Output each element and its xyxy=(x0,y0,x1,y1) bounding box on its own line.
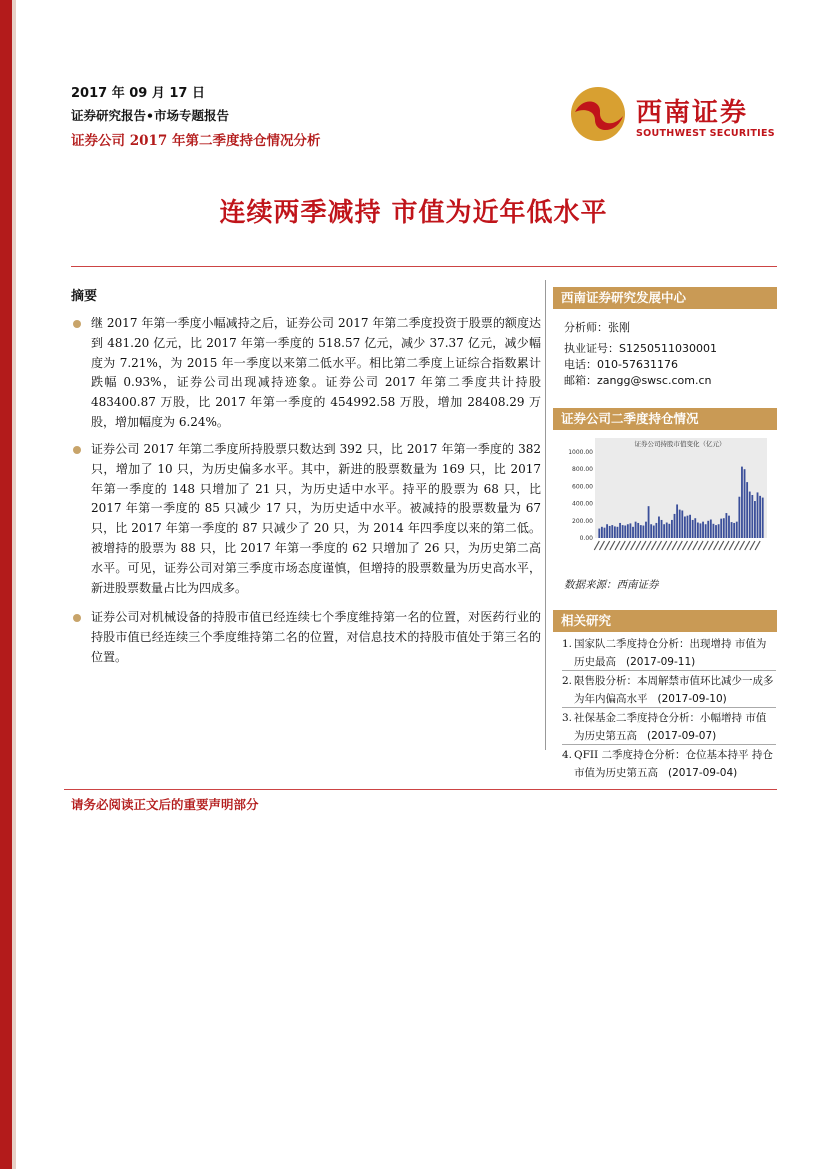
footer-disclaimer: 请务必阅读正文后的重要声明部分 xyxy=(71,797,259,812)
chart-bar xyxy=(622,525,624,538)
x-tick-label xyxy=(677,541,682,550)
chart-bar xyxy=(751,495,753,538)
license-label: 执业证号： xyxy=(564,342,619,355)
logo-text-en: SOUTHWEST SECURITIES xyxy=(636,128,775,139)
x-tick-label xyxy=(682,541,687,550)
chart-bar xyxy=(650,524,652,538)
x-tick-label xyxy=(693,541,698,550)
y-tick-label: 0.00 xyxy=(579,535,593,542)
chart-bar xyxy=(705,524,707,538)
related-item-title: 社保基金二季度持仓分析：小幅增持 市值为历史第五高 xyxy=(574,712,767,742)
x-tick-label xyxy=(651,541,656,550)
chart-bar xyxy=(715,525,717,538)
left-accent-stripe xyxy=(12,0,16,1169)
chart-bar xyxy=(736,522,738,538)
chart-section-header: 证券公司二季度持仓情况 xyxy=(553,408,777,430)
bullet-text: 证券公司对机械设备的持股市值已经连续七个季度维持第一名的位置，对医药行业的持股市值已经连续三个季度维持第二名的位置，对信息技术的持股市值处于第三名的位置。 xyxy=(91,610,541,664)
x-tick-label xyxy=(719,541,724,550)
x-tick-label xyxy=(714,541,719,550)
x-tick-label xyxy=(745,541,750,550)
chart-bar xyxy=(741,467,743,538)
x-tick-label xyxy=(610,541,615,550)
abstract-heading: 摘要 xyxy=(71,289,98,304)
chart-bar xyxy=(642,526,644,538)
chart-bar xyxy=(663,524,665,538)
related-item-number: 4. xyxy=(562,749,573,761)
chart-bar xyxy=(606,524,608,538)
abstract-bullet xyxy=(71,608,541,667)
x-tick-label xyxy=(724,541,729,550)
chart-bar xyxy=(757,492,759,538)
bullet-dot-icon xyxy=(73,320,81,328)
x-tick-label xyxy=(729,541,734,550)
chart-bar xyxy=(655,523,657,538)
bullet-text: 继 2017 年第一季度小幅减持之后，证券公司 2017 年第二季度投资于股票的额度达到 481.20 亿元，比 2017 年第一季度的 518.57 亿元，减少 37.37 亿元，减少幅度为 7.21%，为 2015 年一季度以来第二低水平。相比第二季度上证综合指数累计跌幅 0.93%，证券公司出现减持迹象。证券公司 2017 年第二季度共计持股 483400.87 万股，比 2017 年第一季度的 454992.58 万股，增加 28408.29 万股，增加幅度为 6.24%。 xyxy=(91,316,541,429)
x-tick-label xyxy=(662,541,667,550)
related-item-title: QFII 二季度持仓分析：仓位基本持平 持仓市值为历史第五高 xyxy=(574,749,773,779)
x-tick-label xyxy=(636,541,641,550)
related-item[interactable] xyxy=(562,747,776,782)
chart-bar xyxy=(648,506,650,538)
x-tick-label xyxy=(734,541,739,550)
chart-bar xyxy=(679,510,681,538)
report-type: 证券研究报告•市场专题报告 xyxy=(71,108,229,123)
y-tick-label: 800.00 xyxy=(572,466,593,474)
chart-bar xyxy=(635,522,637,538)
related-item-number: 1. xyxy=(562,638,573,650)
holdings-bar-chart xyxy=(560,434,775,574)
x-tick-label xyxy=(755,541,760,550)
chart-bar xyxy=(723,518,725,538)
chart-bar xyxy=(637,523,639,538)
report-subtitle: 证券公司 2017 年第二季度持仓情况分析 xyxy=(71,133,321,149)
phone-number: 010-57631176 xyxy=(597,358,678,371)
chart-source: 数据来源：西南证券 xyxy=(564,579,659,591)
chart-bar xyxy=(733,523,735,538)
chart-bar xyxy=(598,529,600,538)
analyst-name: 张刚 xyxy=(608,321,630,334)
analyst-line xyxy=(564,320,630,336)
report-date: 2017 年 09 月 17 日 xyxy=(71,86,205,101)
page-title: 连续两季减持 市值为近年低水平 xyxy=(219,198,608,228)
x-tick-label xyxy=(657,541,662,550)
chart-bar xyxy=(728,516,730,538)
chart-bar xyxy=(674,514,676,538)
bullet-dot-icon xyxy=(73,614,81,622)
chart-bar xyxy=(640,525,642,538)
related-item[interactable] xyxy=(562,636,776,671)
email-label: 邮箱： xyxy=(564,374,597,387)
chart-bar xyxy=(624,526,626,538)
phone-label: 电话： xyxy=(564,358,597,371)
y-tick-label: 1000.00 xyxy=(568,449,593,456)
x-tick-label xyxy=(740,541,745,550)
x-tick-label xyxy=(672,541,677,550)
chart-bar xyxy=(632,527,634,538)
chart-title: 证券公司持股市值变化（亿元） xyxy=(634,440,726,448)
y-tick-label: 200.00 xyxy=(572,517,593,525)
chart-bar xyxy=(661,520,663,538)
chart-bar xyxy=(697,523,699,538)
related-item-date: (2017-09-04) xyxy=(668,766,738,779)
chart-bar xyxy=(744,469,746,538)
x-tick-label xyxy=(703,541,708,550)
chart-bar xyxy=(668,524,670,538)
chart-bar xyxy=(707,521,709,538)
x-tick-label xyxy=(605,541,610,550)
chart-bar xyxy=(713,524,715,538)
email-address[interactable]: zangg@swsc.com.cn xyxy=(597,374,712,387)
related-item-date: (2017-09-07) xyxy=(647,729,717,742)
x-tick-label xyxy=(599,541,604,550)
license-line xyxy=(564,341,717,357)
chart-bar xyxy=(630,523,632,538)
chart-bar xyxy=(684,517,686,539)
left-accent-bar xyxy=(0,0,12,1169)
x-tick-label xyxy=(698,541,703,550)
x-tick-label xyxy=(750,541,755,550)
related-item[interactable] xyxy=(562,710,776,745)
chart-bar xyxy=(689,515,691,538)
footer-divider xyxy=(64,789,777,790)
phone-line xyxy=(564,357,678,373)
chart-bar xyxy=(694,518,696,538)
chart-bar xyxy=(658,517,660,539)
chart-bar xyxy=(759,496,761,538)
chart-bar xyxy=(687,516,689,538)
chart-bar xyxy=(754,501,756,538)
chart-bar xyxy=(718,524,720,538)
chart-bar xyxy=(731,522,733,538)
bullet-text: 证券公司 2017 年第二季度所持股票只数达到 392 只，比 2017 年第一季度的 382 只，增加了 10 只，为历史偏多水平。其中，新进的股票数量为 169 只，比 2017 年第一季度的 148 只增加了 21 只，为历史适中水平。持平的股票为 68 只，比 2017 年第一季度的 85 只减少 17 只，为历史适中水平。被减持的股票数量为 67 只，比 2017 年第一季度的 87 只减少了 20 只，为 2014 年四季度以来的第二低。被增持的股票为 88 只，比 2017 年第一季度的 62 只增加了 26 只，为历史第二高水平。可见，证券公司对第三季度市场态度谨慎，但增持的股票数量为历史高水平，新进股票数量占比为四成多。 xyxy=(91,442,541,595)
chart-bar xyxy=(676,504,678,538)
chart-bar xyxy=(601,527,603,538)
related-item-number: 3. xyxy=(562,712,573,724)
y-tick-label: 400.00 xyxy=(572,500,593,508)
related-item-title: 国家队二季度持仓分析：出现增持 市值为历史最高 xyxy=(574,638,767,668)
chart-bar xyxy=(762,498,764,538)
x-tick-label xyxy=(667,541,672,550)
related-separator xyxy=(562,744,776,745)
chart-bar xyxy=(746,482,748,538)
header-divider xyxy=(71,266,777,267)
abstract-bullet xyxy=(71,440,541,598)
bullet-dot-icon xyxy=(73,446,81,454)
chart-bar xyxy=(604,528,606,538)
related-item-date: (2017-09-10) xyxy=(657,692,727,705)
chart-bar xyxy=(666,523,668,538)
chart-bar xyxy=(645,522,647,538)
chart-bar xyxy=(692,520,694,538)
related-item[interactable] xyxy=(562,673,776,708)
x-tick-label xyxy=(708,541,713,550)
x-tick-label xyxy=(620,541,625,550)
x-tick-label xyxy=(594,541,599,550)
chart-bar xyxy=(702,522,704,538)
chart-bar xyxy=(681,510,683,538)
related-research-header: 相关研究 xyxy=(553,610,777,632)
abstract-bullet xyxy=(71,314,541,433)
chart-bar xyxy=(738,497,740,538)
chart-bar xyxy=(617,527,619,538)
x-tick-label xyxy=(646,541,651,550)
x-tick-label xyxy=(641,541,646,550)
chart-bar xyxy=(653,526,655,538)
related-separator xyxy=(562,670,776,671)
x-tick-label xyxy=(615,541,620,550)
chart-bar xyxy=(671,520,673,538)
license-number: S1250511030001 xyxy=(619,342,717,355)
x-tick-label xyxy=(688,541,693,550)
x-tick-label xyxy=(625,541,630,550)
chart-bar xyxy=(749,492,751,538)
chart-bar xyxy=(611,525,613,538)
email-line xyxy=(564,373,711,389)
related-separator xyxy=(562,707,776,708)
analyst-label: 分析师： xyxy=(564,321,608,334)
chart-bar xyxy=(627,524,629,538)
related-item-number: 2. xyxy=(562,675,573,687)
chart-bar xyxy=(725,513,727,538)
chart-bar xyxy=(619,523,621,538)
column-divider xyxy=(545,280,546,750)
chart-bar xyxy=(710,520,712,538)
chart-bar xyxy=(614,526,616,538)
chart-bar xyxy=(700,523,702,538)
related-item-title: 限售股分析：本周解禁市值环比减少一成多 为年内偏高水平 xyxy=(574,675,774,705)
logo-text-cn: 西南证券 xyxy=(636,98,749,128)
y-tick-label: 600.00 xyxy=(572,483,593,491)
x-tick-label xyxy=(631,541,636,550)
research-center-header: 西南证券研究发展中心 xyxy=(553,287,777,309)
chart-bar xyxy=(609,526,611,538)
related-item-date: (2017-09-11) xyxy=(626,655,696,668)
chart-bar xyxy=(720,519,722,538)
